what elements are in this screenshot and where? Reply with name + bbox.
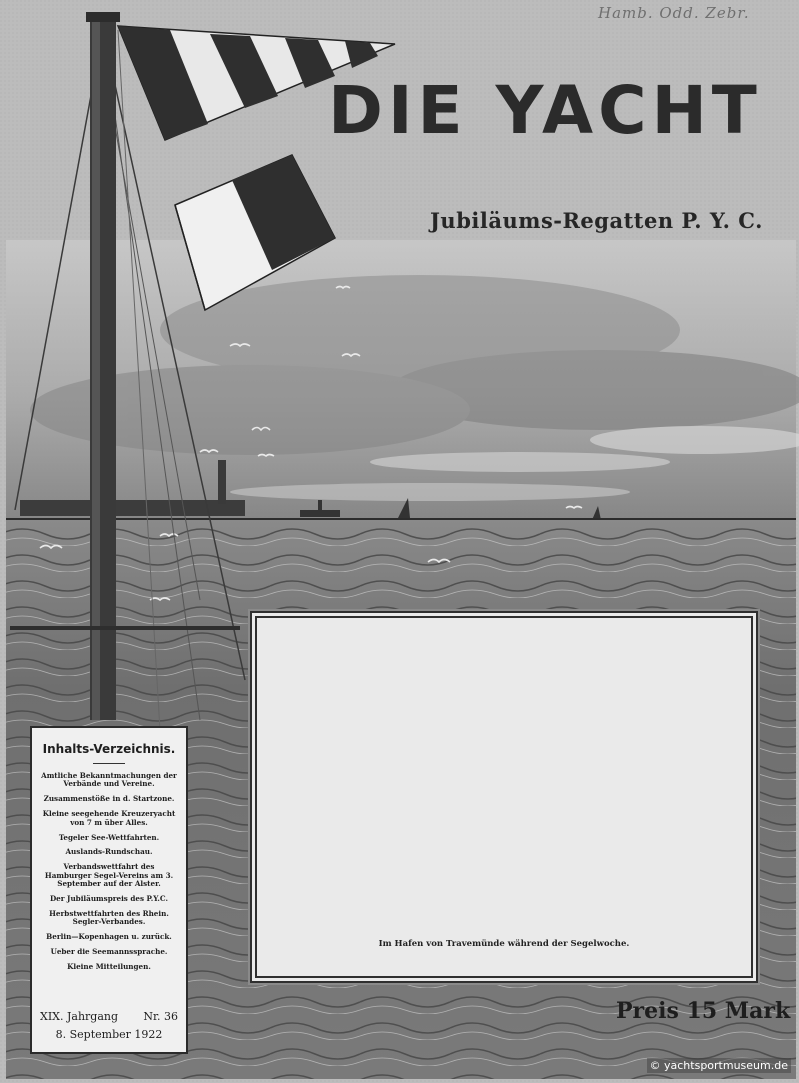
toc-item: Der Jubiläumspreis des P.Y.C. (49, 894, 169, 904)
toc-item: Herbstwettfahrten des Rhein. Segler-Verbandes. (49, 908, 169, 927)
toc-item: Kleine Mitteilungen. (67, 962, 151, 972)
toc-item: Auslands-Rundschau. (65, 847, 153, 857)
lighthouse (218, 460, 226, 504)
toc-divider (93, 763, 125, 764)
magazine-title: DIE YACHT (328, 72, 762, 149)
price-label: Preis 15 Mark (616, 998, 791, 1024)
issue-info (40, 1008, 178, 1044)
toc-list (40, 772, 178, 972)
toc-item: Kleine seegehende Kreuzeryacht von 7 m über Alles. (42, 809, 176, 827)
volume-label: XIX. Jahrgang (40, 1010, 119, 1023)
issue-number: Nr. 36 (143, 1010, 178, 1023)
copyright-credit: © yachtsportmuseum.de (647, 1058, 791, 1073)
toc-item: Zusammenstöße in d. Startzone. (43, 794, 175, 804)
toc-item: Ueber die Seemannssprache. (50, 947, 168, 957)
toc-item: Berlin—Kopenhagen u. zurück. (46, 932, 172, 942)
photo-caption: Im Hafen von Travemünde während der Segelwoche. (378, 939, 630, 949)
toc-item: Amtliche Bekanntmachungen der Verbände und Vereine. (41, 771, 177, 789)
photo-frame (250, 611, 758, 983)
issue-date: 8. September 1922 (55, 1028, 163, 1041)
toc-item: Verbandswettfahrt des Hamburger Segel-Vereins am 3. September auf der Alster. (44, 862, 174, 889)
handwritten-note: Hamb. Odd. Zebr. (598, 4, 750, 22)
toc-heading: Inhalts-Verzeichnis. (42, 742, 176, 756)
toc-item: Tegeler See-Wettfahrten. (58, 832, 160, 842)
table-of-contents (30, 726, 188, 1054)
magazine-subtitle: Jubiläums-Regatten P. Y. C. (430, 208, 763, 233)
